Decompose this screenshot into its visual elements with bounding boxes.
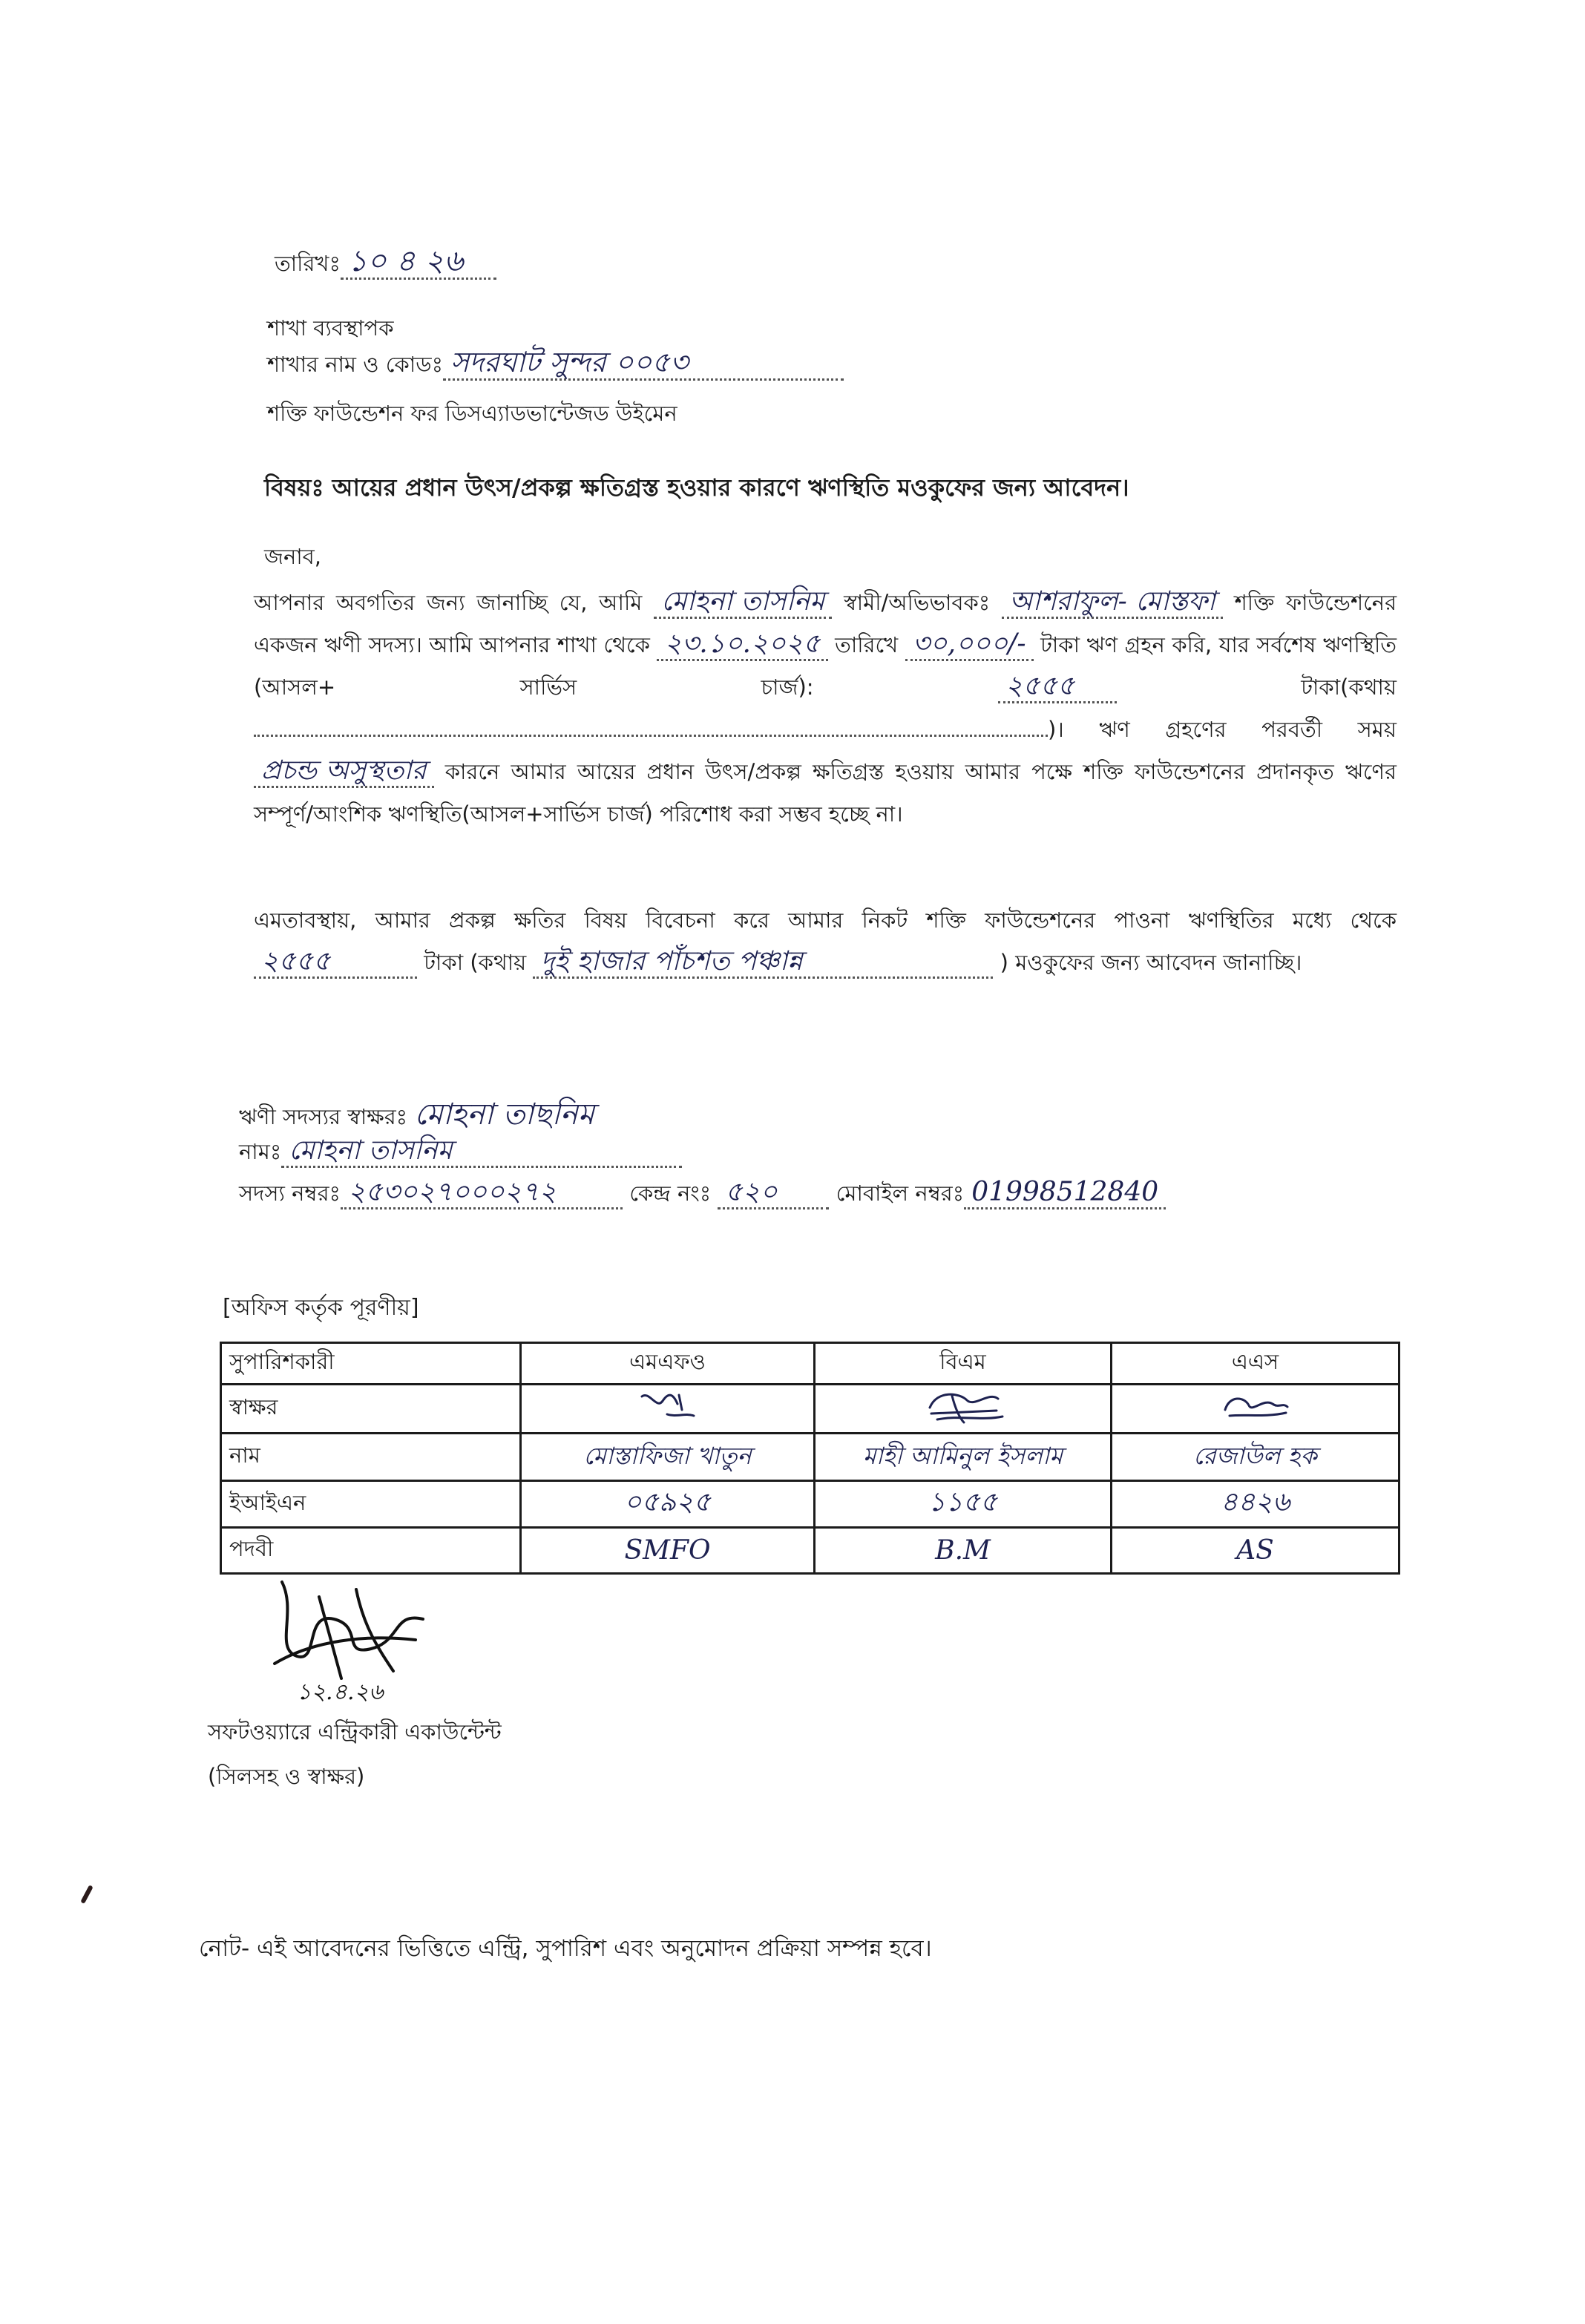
- branch-line: [267, 347, 844, 384]
- row-label-name: নাম: [221, 1434, 521, 1481]
- member-name-value: মোহনা তাসনিম: [281, 1136, 682, 1168]
- signature-as: [1112, 1385, 1399, 1434]
- row-label-ein: ইআইএন: [221, 1481, 521, 1528]
- branch-value: সদরঘাট সুন্দর ০০৫৩: [443, 347, 844, 381]
- p1-text-2: স্বামী/অভিভাবকঃ: [844, 590, 991, 615]
- p1-text-1: আপনার অবগতির জন্য জানাচ্ছি যে, আমি: [254, 590, 643, 615]
- member-name-line: [239, 1135, 682, 1172]
- outstanding-balance: ২৫৫৫: [998, 672, 1117, 703]
- name-as: রেজাউল হক: [1112, 1434, 1399, 1481]
- header-recommender: সুপারিশকারী: [221, 1343, 521, 1385]
- date-label: তারিখঃ: [275, 251, 341, 276]
- member-signature: মোহনা তাছনিম: [414, 1097, 594, 1132]
- p1-text-7: )। ঋণ গ্রহণের পরবর্তী সময়: [1048, 717, 1397, 742]
- signature-mfo-scribble: [634, 1388, 701, 1425]
- designation-mfo: SMFO: [521, 1528, 815, 1574]
- member-number-label: সদস্য নম্বরঃ: [239, 1181, 341, 1206]
- pen-mark: [80, 1885, 93, 1904]
- accountant-signature-date: ১২.৪.২৬: [297, 1679, 384, 1705]
- designation-bm: B.M: [815, 1528, 1112, 1574]
- table-row-signature: [221, 1385, 1399, 1434]
- center-number-value: ৫২০: [718, 1178, 829, 1209]
- name-mfo: মোস্তাফিজা খাতুন: [521, 1434, 815, 1481]
- header-bm: বিএম: [815, 1343, 1112, 1385]
- body-paragraph-2: [254, 899, 1397, 984]
- accountant-signature: [252, 1567, 445, 1708]
- date-line: [275, 245, 496, 283]
- subject-line: বিষয়ঃ আয়ের প্রধান উৎস/প্রকল্প ক্ষতিগ্রস্ত হওয়ার কারণে ঋণস্থিতি মওকুফের জন্য আবেদন।: [264, 473, 1129, 502]
- header-as: এএস: [1112, 1343, 1399, 1385]
- p1-text-6: টাকা(কথায়: [1301, 674, 1397, 700]
- loan-date: ২৩.১০.২০২৫: [657, 629, 827, 661]
- p2-text-3: ) মওকুফের জন্য আবেদন জানাচ্ছি।: [1000, 950, 1302, 975]
- name-bm: মাহী আমিনুল ইসলাম: [815, 1434, 1112, 1481]
- mobile-number-label: মোবাইল নম্বরঃ: [836, 1181, 965, 1206]
- designation-as: AS: [1112, 1528, 1399, 1574]
- member-signature-line: [239, 1091, 594, 1140]
- balance-in-words-blank: [254, 712, 1048, 737]
- p1-text-3: শক্তি ফাউন্ডেশনের একজন ঋণী সদস্য। আমি আপনার শাখা থেকে: [254, 590, 1397, 657]
- p1-text-8: কারনে আমার আয়ের প্রধান উৎস/প্রকল্প ক্ষতিগ্রস্ত হওয়ায় আমার পক্ষে শক্তি ফাউন্ডেশনের প্রদানকৃত ঋণের সম্পূর্ণ/আংশিক ঋণস্থিতি(আসল+সার্ভিস চার্জ) পরিশোধ করা সম্ভব হচ্ছে না।: [254, 759, 1397, 827]
- table-row-name: [221, 1434, 1399, 1481]
- seal-note: (সিলসহ ও স্বাক্ষর): [208, 1764, 365, 1789]
- branch-label: শাখার নাম ও কোডঃ: [267, 352, 444, 377]
- ein-as: ৪৪২৬: [1112, 1481, 1399, 1528]
- member-name-label: নামঃ: [239, 1139, 282, 1164]
- p1-text-4: তারিখে: [835, 632, 899, 657]
- loan-amount: ৩০,০০০/-: [905, 629, 1034, 661]
- organization-name: শক্তি ফাউন্ডেশন ফর ডিসএ্যাডভান্টেজড উইমেন: [267, 401, 677, 426]
- signature-bm-scribble: [915, 1385, 1011, 1427]
- p1-text-5: টাকা ঋণ গ্রহন করি, যার সর্বশেষ ঋণস্থিতি (আসল+ সার্ভিস চার্জ):: [254, 632, 1397, 700]
- guardian-name: আশরাফুল- মোস্তফা: [1002, 587, 1223, 619]
- ein-bm: ১১৫৫: [815, 1481, 1112, 1528]
- table-row-ein: [221, 1481, 1399, 1528]
- member-signature-label: ঋণী সদস্যর স্বাক্ষরঃ: [239, 1104, 408, 1129]
- p2-text-2: টাকা (কথায়: [424, 950, 527, 975]
- ein-mfo: ০৫৯২৫: [521, 1481, 815, 1528]
- signature-bm: [815, 1385, 1112, 1434]
- waiver-amount-words: দুই হাজার পাঁচশত পঞ্চান্ন: [533, 947, 993, 979]
- row-label-designation: পদবী: [221, 1528, 521, 1574]
- salutation: জনাব,: [264, 544, 322, 569]
- header-mfo: এমএফও: [521, 1343, 815, 1385]
- signature-mfo: [521, 1385, 815, 1434]
- signature-as-scribble: [1215, 1388, 1296, 1425]
- footer-note: নোট- এই আবেদনের ভিত্তিতে এন্ট্রি, সুপারিশ এবং অনুমোদন প্রক্রিয়া সম্পন্ন হবে।: [199, 1935, 932, 1962]
- office-use-label: [অফিস কর্তৃক পূরণীয়]: [223, 1295, 419, 1321]
- mobile-number-value: 01998512840: [964, 1178, 1166, 1209]
- p2-text-1: এমতাবস্থায়, আমার প্রকল্প ক্ষতির বিষয় বিবেচনা করে আমার নিকট শক্তি ফাউন্ডেশনের পাওনা ঋণস্থিতির মধ্যে থেকে: [254, 907, 1397, 933]
- date-value: ১০ ৪ ২৬: [341, 245, 496, 280]
- center-number-label: কেন্দ্র নংঃ: [629, 1181, 712, 1206]
- member-ids-line: [239, 1177, 1166, 1213]
- accountant-title: সফটওয়্যারে এন্ট্রিকারী একাউন্টেন্ট: [208, 1719, 502, 1744]
- recipient: শাখা ব্যবস্থাপক: [267, 315, 394, 341]
- damage-cause: প্রচন্ড অসুস্থতার: [254, 756, 434, 788]
- applicant-name: মোহনা তাসনিম: [654, 587, 832, 619]
- row-label-signature: স্বাক্ষর: [221, 1385, 521, 1434]
- recommendation-table: [220, 1342, 1400, 1575]
- waiver-amount: ২৫৫৫: [254, 947, 417, 979]
- body-paragraph-1: [254, 582, 1397, 836]
- member-number-value: ২৫৩০২৭০০০২৭২: [341, 1178, 623, 1209]
- table-header-row: [221, 1343, 1399, 1385]
